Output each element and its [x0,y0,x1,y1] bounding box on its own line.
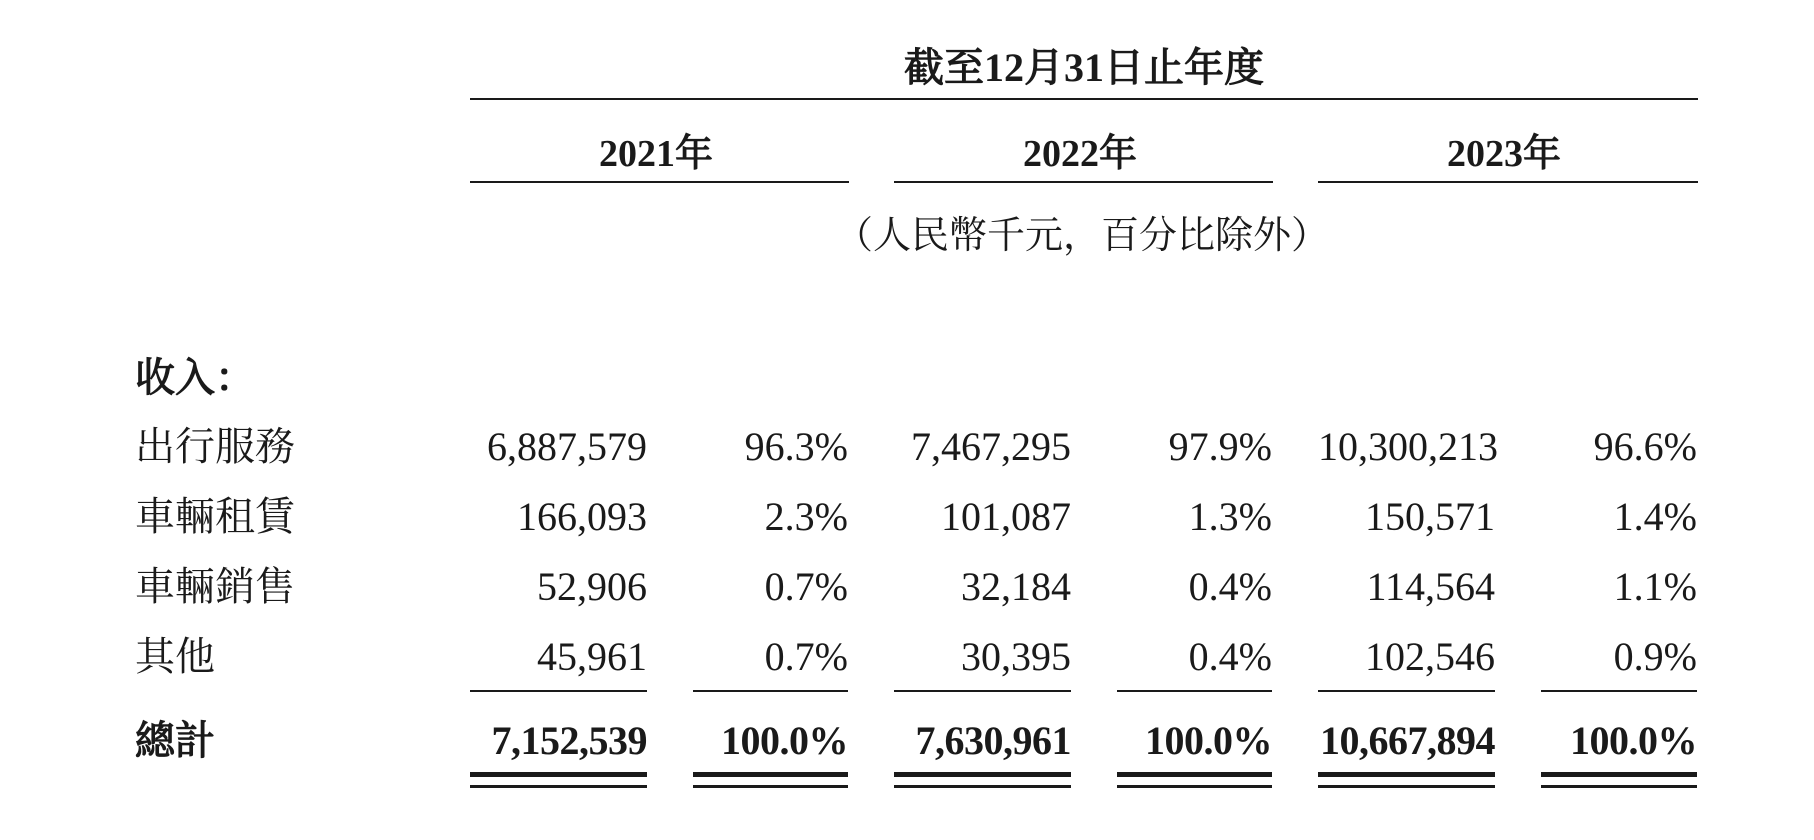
cell-2022-amount: 32,184 [961,564,1071,609]
total-double-rule-thick [1541,772,1697,777]
year-header-2023: 2023年 [1446,133,1562,175]
total-double-rule-thin [1541,785,1697,788]
row-label-vehicle-sales: 車輛銷售 [135,564,295,609]
subtotal-rule [1541,690,1697,692]
subtotal-rule [470,690,647,692]
total-double-rule-thick [1117,772,1272,777]
total-2021-amount: 7,152,539 [491,718,647,763]
cell-2022-amount: 7,467,295 [911,424,1071,469]
total-2022-amount: 7,630,961 [915,718,1071,763]
subtotal-rule [1117,690,1272,692]
cell-2022-percent: 97.9% [1168,424,1272,469]
year-rule-2021 [470,181,849,183]
cell-2023-percent: 1.1% [1613,564,1697,609]
total-double-rule-thin [1318,785,1495,788]
year-rule-2023 [1318,181,1698,183]
cell-2021-percent: 96.3% [744,424,848,469]
total-2022-percent: 100.0% [1145,718,1272,763]
cell-2021-percent: 0.7% [764,564,848,609]
row-label-vehicle-leasing: 車輛租賃 [135,494,295,539]
year-header-2022: 2022年 [1022,133,1138,175]
total-double-rule-thick [1318,772,1495,777]
cell-2023-amount: 114,564 [1366,564,1495,609]
period-rule [470,98,1698,100]
unit-note: （人民幣千元，百分比除外） [834,215,1330,257]
cell-2021-amount: 166,093 [517,494,647,539]
cell-2022-percent: 0.4% [1188,564,1272,609]
total-double-rule-thick [894,772,1071,777]
total-double-rule-thin [693,785,848,788]
cell-2022-percent: 0.4% [1188,634,1272,679]
cell-2023-percent: 96.6% [1593,424,1697,469]
total-2021-percent: 100.0% [721,718,848,763]
total-double-rule-thick [470,772,647,777]
cell-2023-amount: 10,300,213 [1318,424,1498,469]
total-2023-percent: 100.0% [1570,718,1697,763]
row-label-others: 其他 [135,634,215,679]
total-double-rule-thin [894,785,1071,788]
cell-2021-percent: 0.7% [764,634,848,679]
total-double-rule-thin [1117,785,1272,788]
total-double-rule-thin [470,785,647,788]
year-rule-2022 [894,181,1273,183]
period-title: 截至12月31日止年度 [904,45,1264,90]
subtotal-rule [1318,690,1495,692]
cell-2023-percent: 0.9% [1613,634,1697,679]
cell-2023-percent: 1.4% [1613,494,1697,539]
cell-2022-percent: 1.3% [1188,494,1272,539]
cell-2022-amount: 30,395 [961,634,1071,679]
cell-2021-percent: 2.3% [764,494,848,539]
cell-2023-amount: 150,571 [1365,494,1495,539]
cell-2021-amount: 45,961 [537,634,647,679]
cell-2021-amount: 52,906 [537,564,647,609]
total-double-rule-thick [693,772,848,777]
total-label: 總計 [135,718,215,763]
total-2023-amount: 10,667,894 [1320,718,1495,763]
subtotal-rule [693,690,848,692]
cell-2023-amount: 102,546 [1365,634,1495,679]
cell-2022-amount: 101,087 [941,494,1071,539]
cell-2021-amount: 6,887,579 [487,424,647,469]
row-label-mobility-services: 出行服務 [135,424,295,469]
subtotal-rule [894,690,1071,692]
section-label-revenue: 收入： [135,355,255,400]
year-header-2021: 2021年 [598,133,714,175]
